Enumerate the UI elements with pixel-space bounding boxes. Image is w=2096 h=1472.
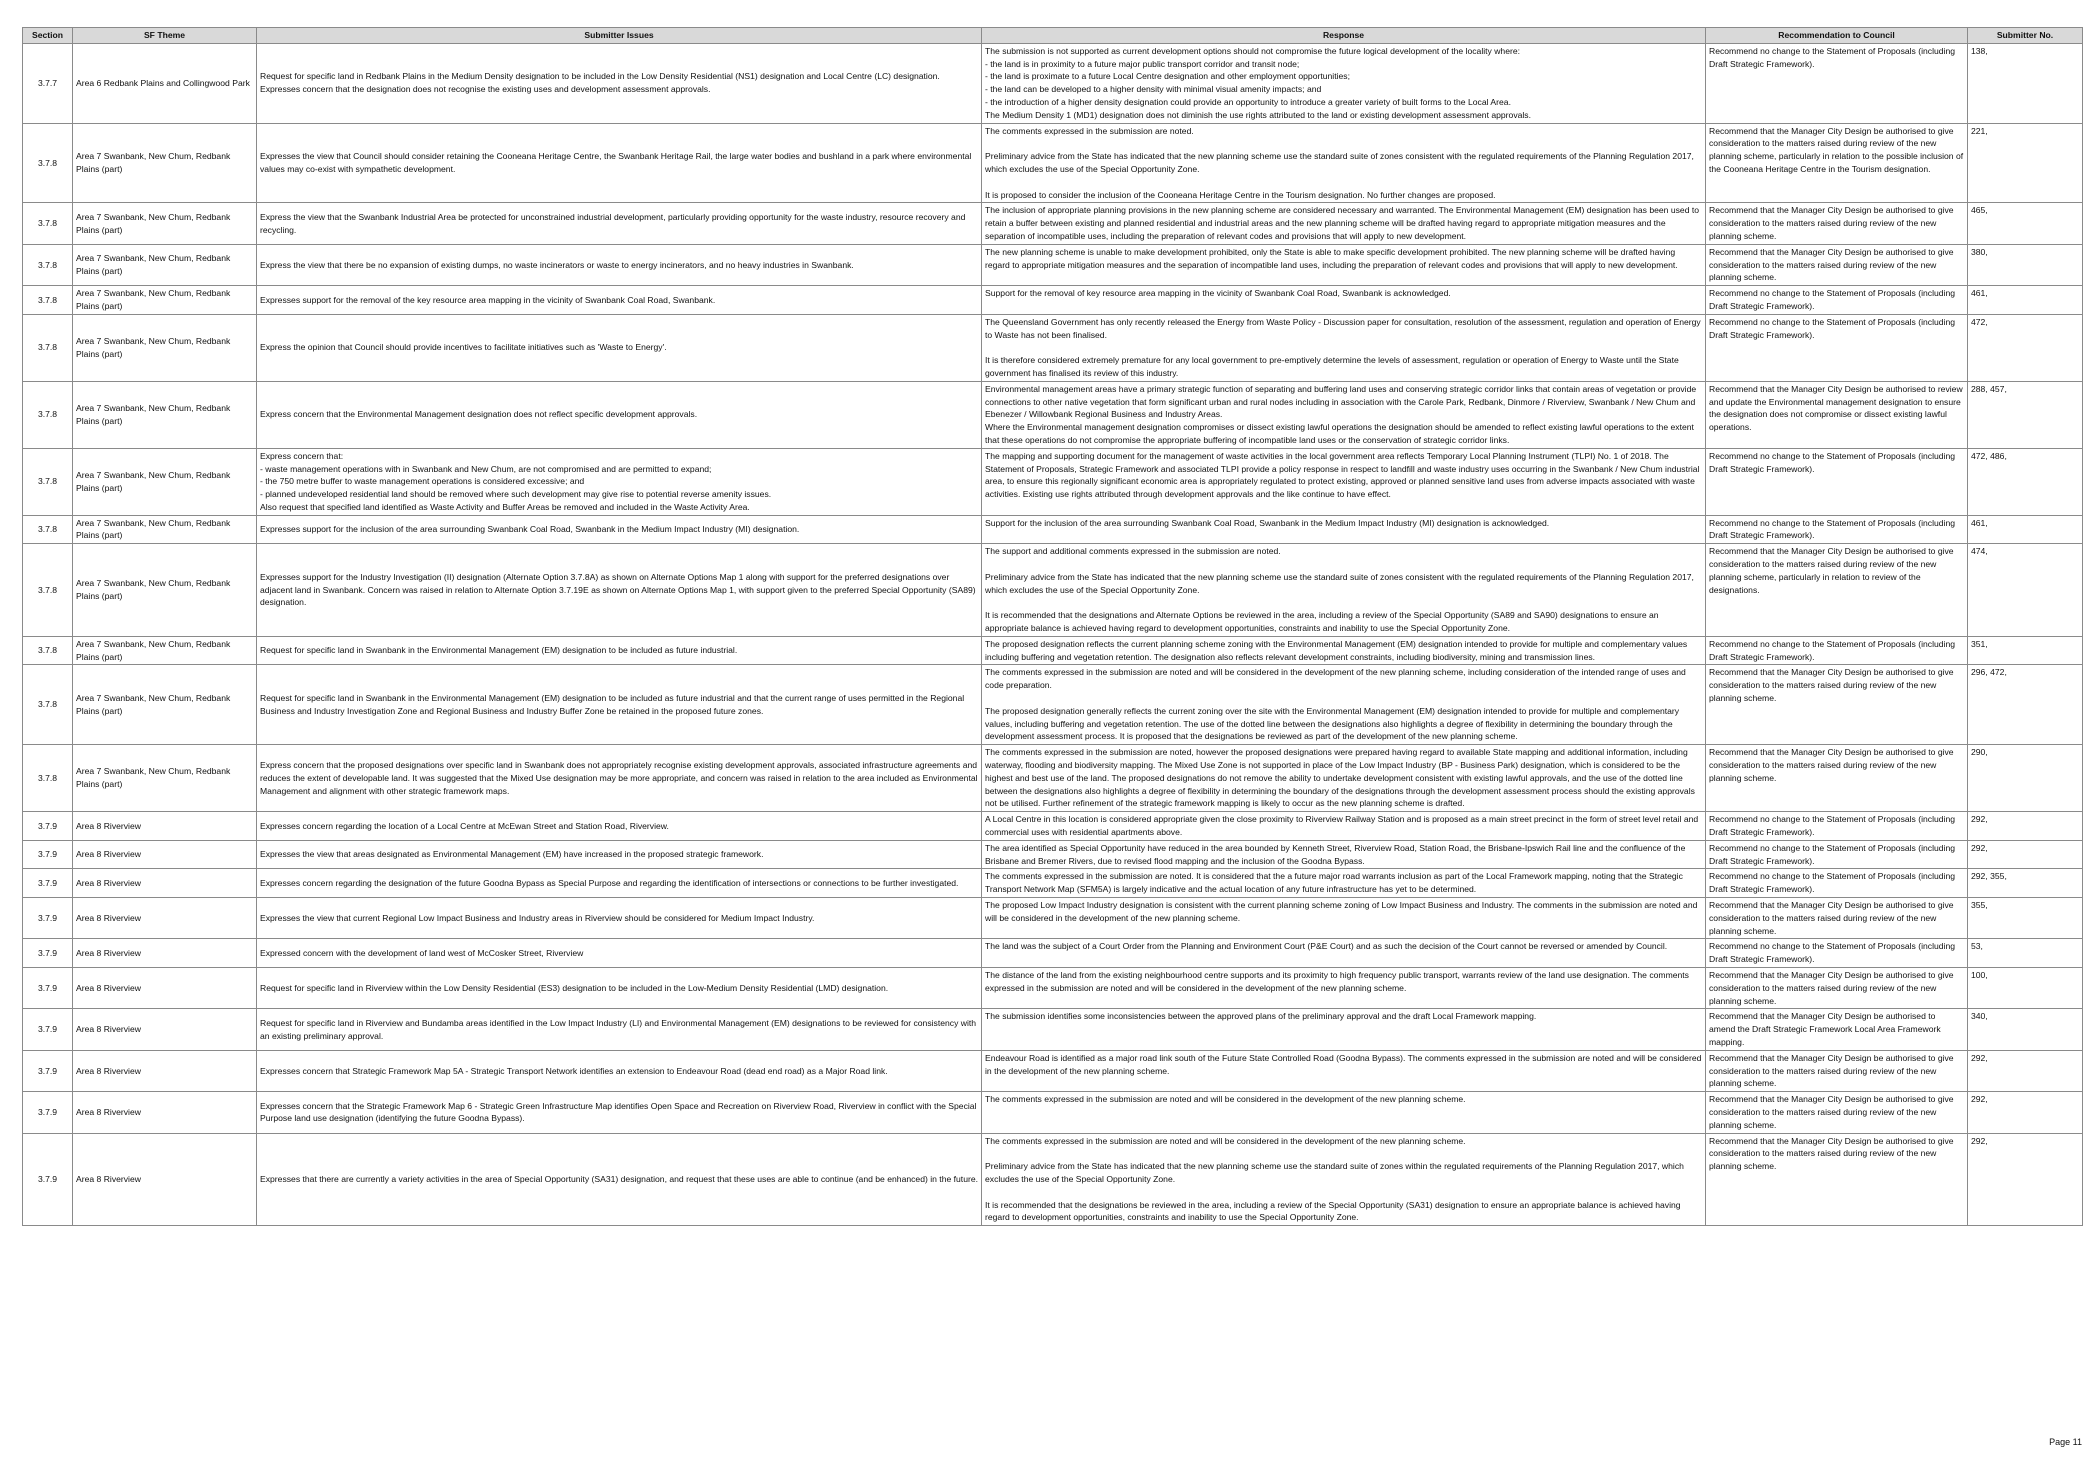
issues-paragraph: Expresses the view that current Regional Low Impact Business and Industry areas in Riverview should be considered for Medium Impact Industry. xyxy=(260,912,815,923)
issues-paragraph: Expresses the view that areas designated as Environmental Management (EM) have increased in the proposed strategic framework. xyxy=(260,849,764,860)
issues-paragraph: - waste management operations with in Swanbank and New Chum, are not compromised and are permitted to expand; xyxy=(260,463,712,474)
response-paragraph: The Queensland Government has only recently released the Energy from Waste Policy - Discussion paper for consultation, resolution of the assessment, regulation and operation of Energy to Waste has not been finalised. xyxy=(985,316,1701,340)
issues-cell xyxy=(257,869,982,898)
submitter-cell: 288, 457, xyxy=(1968,381,2083,448)
submissions-table-sheet xyxy=(22,27,2082,1226)
recommendation-cell: Recommend no change to the Statement of Proposals (including Draft Strategic Framework). xyxy=(1706,448,1968,515)
submitter-cell: 461, xyxy=(1968,286,2083,315)
recommendation-cell: Recommend that the Manager City Design be authorised to give consideration to the matters raised during review of the new planning scheme. xyxy=(1706,244,1968,285)
response-cell xyxy=(982,1050,1706,1091)
submitter-cell: 292, xyxy=(1968,812,2083,841)
issues-paragraph: Expressed concern with the development of land west of McCosker Street, Riverview xyxy=(260,947,584,958)
response-cell xyxy=(982,244,1706,285)
table-row xyxy=(23,381,2083,448)
response-cell xyxy=(982,745,1706,812)
section-cell: 3.7.8 xyxy=(23,381,73,448)
theme-cell: Area 8 Riverview xyxy=(73,869,257,898)
response-paragraph: It is proposed to consider the inclusion of the Cooneana Heritage Centre in the Tourism designation. No further changes are proposed. xyxy=(985,189,1496,200)
issues-cell xyxy=(257,1009,982,1050)
theme-cell: Area 7 Swanbank, New Chum, Redbank Plains (part) xyxy=(73,515,257,544)
theme-cell: Area 8 Riverview xyxy=(73,898,257,939)
submitter-cell: 290, xyxy=(1968,745,2083,812)
header-theme: SF Theme xyxy=(73,28,257,44)
response-paragraph: Support for the removal of key resource area mapping in the vicinity of Swanbank Coal Road, Swanbank is acknowledged. xyxy=(985,288,1451,299)
table-row xyxy=(23,515,2083,544)
table-row xyxy=(23,898,2083,939)
response-paragraph: Where the Environmental management designation compromises or dissect existing lawful operations the designation should be amended to reflect existing lawful operations to the extent that these operations do not compromise the appropriate buffering of incompatible land uses or the conservation of strategic corridor links. xyxy=(985,422,1694,445)
recommendation-cell: Recommend that the Manager City Design be authorised to give consideration to the matters raised during review of the new planning scheme, particularly in relation to review of the designations. xyxy=(1706,544,1968,637)
response-paragraph: The submission is not supported as current development options should not compromise the future logical development of the locality where: xyxy=(985,45,1521,56)
response-paragraph: The support and additional comments expressed in the submission are noted. xyxy=(985,546,1281,557)
response-cell xyxy=(982,898,1706,939)
recommendation-cell: Recommend no change to the Statement of Proposals (including Draft Strategic Framework). xyxy=(1706,314,1968,381)
issues-cell xyxy=(257,898,982,939)
response-cell xyxy=(982,544,1706,637)
submitter-cell: 221, xyxy=(1968,123,2083,203)
submitter-cell: 472, xyxy=(1968,314,2083,381)
response-cell xyxy=(982,1133,1706,1226)
issues-paragraph: - planned undeveloped residential land should be removed where such development may give rise to potential reverse amenity issues. xyxy=(260,489,772,500)
issues-paragraph: Express concern that the Environmental Management designation does not reflect specific development approvals. xyxy=(260,409,698,420)
response-paragraph: - the land is proximate to a future Local Centre designation and other employment opportunities; xyxy=(985,71,1350,82)
section-cell: 3.7.9 xyxy=(23,1092,73,1133)
response-cell xyxy=(982,967,1706,1008)
theme-cell: Area 8 Riverview xyxy=(73,1133,257,1226)
submitter-cell: 380, xyxy=(1968,244,2083,285)
recommendation-cell: Recommend that the Manager City Design be authorised to give consideration to the matters raised during review of the new planning scheme. xyxy=(1706,967,1968,1008)
table-row xyxy=(23,43,2083,123)
theme-cell: Area 7 Swanbank, New Chum, Redbank Plains (part) xyxy=(73,544,257,637)
table-row xyxy=(23,203,2083,244)
issues-cell xyxy=(257,515,982,544)
table-body xyxy=(23,43,2083,1225)
header-issues: Submitter Issues xyxy=(257,28,982,44)
issues-cell xyxy=(257,381,982,448)
table-row xyxy=(23,967,2083,1008)
issues-paragraph: Expresses concern that the Strategic Framework Map 6 - Strategic Green Infrastructure Map identifies Open Space and Recreation on Riverview Road, Riverview in conflict with the Special Purpose land use designation (identifying the future Goodna Bypass). xyxy=(260,1100,977,1124)
table-row xyxy=(23,745,2083,812)
issues-cell xyxy=(257,203,982,244)
recommendation-cell: Recommend that the Manager City Design be authorised to review and update the Environmental management designation to ensure the designation does not compromise or dissect existing lawful operations. xyxy=(1706,381,1968,448)
response-paragraph: The comments expressed in the submission are noted. It is considered that the a future major road warrants inclusion as part of the Local Framework mapping, noting that the Strategic Transport Network Map (SFM5A) is largely indicative and the actual location of any future infrastructure has yet to be determined. xyxy=(985,871,1683,895)
theme-cell: Area 7 Swanbank, New Chum, Redbank Plains (part) xyxy=(73,636,257,665)
theme-cell: Area 7 Swanbank, New Chum, Redbank Plains (part) xyxy=(73,286,257,315)
issues-cell xyxy=(257,244,982,285)
theme-cell: Area 8 Riverview xyxy=(73,967,257,1008)
section-cell: 3.7.9 xyxy=(23,840,73,869)
issues-paragraph: Request for specific land in Swanbank in the Environmental Management (EM) designation to be included as future industrial. xyxy=(260,645,738,656)
issues-paragraph: Express the opinion that Council should provide incentives to facilitate initiatives such as 'Waste to Energy'. xyxy=(260,342,667,353)
response-paragraph: The land was the subject of a Court Order from the Planning and Environment Court (P&E Court) and as such the decision of the Court cannot be reversed or amended by Council. xyxy=(985,941,1668,952)
table-row xyxy=(23,665,2083,745)
submitter-cell: 351, xyxy=(1968,636,2083,665)
response-paragraph: The proposed designation generally reflects the current zoning over the site with the Environmental Management (EM) designation intended to provide for multiple and complementary values, including buffering and vegetation retention. The use of the dotted line between the designations also highlights a degree of flexibility in determining the boundary through the development assessment process. It is proposed that the designations be reviewed as part of the development of the new planning scheme. xyxy=(985,705,1680,742)
theme-cell: Area 6 Redbank Plains and Collingwood Park xyxy=(73,43,257,123)
section-cell: 3.7.8 xyxy=(23,203,73,244)
table-row xyxy=(23,244,2083,285)
issues-paragraph: Expresses support for the removal of the key resource area mapping in the vicinity of Swanbank Coal Road, Swanbank. xyxy=(260,294,716,305)
theme-cell: Area 7 Swanbank, New Chum, Redbank Plains (part) xyxy=(73,381,257,448)
issues-cell xyxy=(257,123,982,203)
issues-paragraph: Expresses concern that Strategic Framework Map 5A - Strategic Transport Network identifies an extension to Endeavour Road (dead end road) as a Major Road link. xyxy=(260,1065,888,1076)
theme-cell: Area 7 Swanbank, New Chum, Redbank Plains (part) xyxy=(73,314,257,381)
response-cell xyxy=(982,840,1706,869)
recommendation-cell: Recommend that the Manager City Design be authorised to give consideration to the matters raised during review of the new planning scheme. xyxy=(1706,1133,1968,1226)
submitter-cell: 53, xyxy=(1968,939,2083,968)
section-cell: 3.7.8 xyxy=(23,636,73,665)
response-paragraph: It is recommended that the designations and Alternate Options be reviewed in the area, including a review of the Special Opportunity (SA89 and SA90) designations to ensure an appropriate balance is achieved having regard to development opportunities, constraints and inability to use the Special Opportunity Zone. xyxy=(985,610,1659,634)
response-cell xyxy=(982,515,1706,544)
response-cell xyxy=(982,939,1706,968)
theme-cell: Area 7 Swanbank, New Chum, Redbank Plains (part) xyxy=(73,448,257,515)
issues-cell xyxy=(257,665,982,745)
paragraph-gap xyxy=(985,1147,1702,1160)
section-cell: 3.7.8 xyxy=(23,244,73,285)
recommendation-cell: Recommend that the Manager City Design be authorised to give consideration to the matters raised during review of the new planning scheme. xyxy=(1706,898,1968,939)
issues-cell xyxy=(257,286,982,315)
theme-cell: Area 7 Swanbank, New Chum, Redbank Plains (part) xyxy=(73,203,257,244)
issues-cell xyxy=(257,1092,982,1133)
issues-paragraph: Also request that specified land identified as Waste Activity and Buffer Areas be removed and included in the Waste Activity Area. xyxy=(260,501,750,512)
submitter-cell: 292, xyxy=(1968,1133,2083,1226)
page-number: Page 11 xyxy=(2049,1437,2082,1447)
section-cell: 3.7.9 xyxy=(23,1009,73,1050)
submitter-cell: 296, 472, xyxy=(1968,665,2083,745)
response-cell xyxy=(982,448,1706,515)
issues-cell xyxy=(257,1133,982,1226)
section-cell: 3.7.9 xyxy=(23,869,73,898)
response-paragraph: The distance of the land from the existing neighbourhood centre supports and its proximity to high frequency public transport, warrants review of the land use designation. The comments expressed in the submission are noted and will be considered in the development of the new planning scheme. xyxy=(985,969,1689,993)
response-paragraph: - the introduction of a higher density designation could provide an opportunity to introduce a greater variety of built forms to the Local Area. xyxy=(985,96,1511,107)
table-row xyxy=(23,123,2083,203)
issues-paragraph: Request for specific land in Riverview and Bundamba areas identified in the Low Impact Industry (LI) and Environmental Management (EM) designations to be reviewed for consistency with an existing preliminary approval. xyxy=(260,1017,977,1041)
response-cell xyxy=(982,286,1706,315)
table-row xyxy=(23,1009,2083,1050)
response-paragraph: The comments expressed in the submission are noted and will be considered in the development of the new planning scheme. xyxy=(985,1135,1466,1146)
theme-cell: Area 7 Swanbank, New Chum, Redbank Plains (part) xyxy=(73,123,257,203)
submitter-cell: 340, xyxy=(1968,1009,2083,1050)
table-row xyxy=(23,286,2083,315)
response-paragraph: The area identified as Special Opportunity have reduced in the area bounded by Kenneth Street, Riverview Road, Station Road, the Brisbane-Ipswich Rail line and the confluence of the Brisbane and Bremer Rivers, due to revised flood mapping and the inclusion of the Goodna Bypass. xyxy=(985,842,1686,866)
issues-cell xyxy=(257,544,982,637)
paragraph-gap xyxy=(985,558,1702,571)
recommendation-cell: Recommend no change to the Statement of Proposals (including Draft Strategic Framework). xyxy=(1706,869,1968,898)
response-paragraph: The proposed designation reflects the current planning scheme zoning with the Environmental Management (EM) designation intended to provide for multiple and complementary values including buffering and vegetation retention. The designation also reflects relevant development constraints, including biodiversity, mining and transmission lines. xyxy=(985,638,1688,662)
recommendation-cell: Recommend no change to the Statement of Proposals (including Draft Strategic Framework). xyxy=(1706,636,1968,665)
recommendation-cell: Recommend that the Manager City Design be authorised to give consideration to the matters raised during review of the new planning scheme, particularly in relation to the possible inclusion of the Cooneana Heritage Centre in the Tourism designation. xyxy=(1706,123,1968,203)
submitter-cell: 292, xyxy=(1968,840,2083,869)
issues-paragraph: Expresses support for the inclusion of the area surrounding Swanbank Coal Road, Swanbank in the Medium Impact Industry (MI) designation. xyxy=(260,524,800,535)
table-row xyxy=(23,448,2083,515)
table-row xyxy=(23,636,2083,665)
issues-paragraph: Expresses concern regarding the designation of the future Goodna Bypass as Special Purpose and regarding the identification of intersections or connections to be further investigated. xyxy=(260,877,959,888)
table-row xyxy=(23,1092,2083,1133)
section-cell: 3.7.9 xyxy=(23,967,73,1008)
theme-cell: Area 8 Riverview xyxy=(73,1009,257,1050)
section-cell: 3.7.8 xyxy=(23,665,73,745)
recommendation-cell: Recommend that the Manager City Design be authorised to give consideration to the matters raised during review of the new planning scheme. xyxy=(1706,203,1968,244)
response-paragraph: The submission identifies some inconsistencies between the approved plans of the preliminary approval and the draft Local Framework mapping. xyxy=(985,1011,1537,1022)
recommendation-cell: Recommend no change to the Statement of Proposals (including Draft Strategic Framework). xyxy=(1706,515,1968,544)
table-row xyxy=(23,840,2083,869)
issues-cell xyxy=(257,314,982,381)
header-recommendation: Recommendation to Council xyxy=(1706,28,1968,44)
section-cell: 3.7.8 xyxy=(23,745,73,812)
table-header-row xyxy=(23,28,2083,44)
section-cell: 3.7.8 xyxy=(23,286,73,315)
response-paragraph: Support for the inclusion of the area surrounding Swanbank Coal Road, Swanbank in the Medium Impact Industry (MI) designation is acknowledged. xyxy=(985,517,1550,528)
recommendation-cell: Recommend that the Manager City Design be authorised to give consideration to the matters raised during review of the new planning scheme. xyxy=(1706,1092,1968,1133)
table-row xyxy=(23,314,2083,381)
response-paragraph: - the land can be developed to a higher density with minimal visual amenity impacts; and xyxy=(985,84,1322,95)
issues-paragraph: Expresses concern regarding the location of a Local Centre at McEwan Street and Station Road, Riverview. xyxy=(260,820,669,831)
section-cell: 3.7.9 xyxy=(23,898,73,939)
recommendation-cell: Recommend no change to the Statement of Proposals (including Draft Strategic Framework). xyxy=(1706,812,1968,841)
theme-cell: Area 8 Riverview xyxy=(73,1092,257,1133)
theme-cell: Area 8 Riverview xyxy=(73,812,257,841)
issues-cell xyxy=(257,43,982,123)
response-paragraph: It is recommended that the designations be reviewed in the area, including a review of the Special Opportunity (SA31) designation to ensure an appropriate balance is achieved having regard to development opportunities, constraints and inability to use the Special Opportunity Zone. xyxy=(985,1199,1681,1223)
submitter-cell: 461, xyxy=(1968,515,2083,544)
response-cell xyxy=(982,1092,1706,1133)
response-cell xyxy=(982,812,1706,841)
paragraph-gap xyxy=(985,1186,1702,1199)
section-cell: 3.7.9 xyxy=(23,1050,73,1091)
theme-cell: Area 7 Swanbank, New Chum, Redbank Plains (part) xyxy=(73,665,257,745)
issues-paragraph: Request for specific land in Riverview within the Low Density Residential (ES3) designation to be included in the Low-Medium Density Residential (LMD) designation. xyxy=(260,982,889,993)
submitter-cell: 138, xyxy=(1968,43,2083,123)
paragraph-gap xyxy=(985,596,1702,609)
recommendation-cell: Recommend that the Manager City Design be authorised to give consideration to the matters raised during review of the new planning scheme. xyxy=(1706,1050,1968,1091)
response-paragraph: Preliminary advice from the State has indicated that the new planning scheme use the standard suite of zones consistent with the regulated requirements of the Planning Regulation 2017, which excludes the use of the Special Opportunity Zone. xyxy=(985,571,1694,595)
recommendation-cell: Recommend no change to the Statement of Proposals (including Draft Strategic Framework). xyxy=(1706,43,1968,123)
response-cell xyxy=(982,665,1706,745)
section-cell: 3.7.8 xyxy=(23,314,73,381)
response-paragraph: The comments expressed in the submission are noted and will be considered in the development of the new planning scheme. xyxy=(985,1094,1466,1105)
section-cell: 3.7.9 xyxy=(23,1133,73,1226)
recommendation-cell: Recommend that the Manager City Design be authorised to amend the Draft Strategic Framework Local Area Framework mapping. xyxy=(1706,1009,1968,1050)
response-paragraph: The comments expressed in the submission are noted, however the proposed designations were prepared having regard to available State mapping and additional information, including waterway, flooding and biodiversity mapping. The Mixed Use Zone is not supported in place of the Low Impact Industry (BP - Business Park) designation, which is considered to be the highest and best use of the land. The proposed designations do not remove the ability to undertake development consistent with existing lawful approvals, and the use of the dotted line between the designations also highlights a degree of flexibility in determining the boundary of the designations through the development assessment process should the existing approvals not be utilised. Further refinement of the strategic framework mapping is likely to occur as the new planning scheme is drafted. xyxy=(985,747,1695,809)
paragraph-gap xyxy=(985,176,1702,189)
response-paragraph: The mapping and supporting document for the management of waste activities in the local government area reflects Temporary Local Planning Instrument (TLPI) No. 1 of 2018. The Statement of Proposals, Strategic Framework and associated TLPI provide a policy response in respect to landfill and waste industry uses occurring in the Swanbank / New Chum industrial area, to ensure this regionally significant economic area is appropriately regulated to protect existing, approved or planned sensitive land uses from adverse impacts associated with waste activities. Existing use rights attributed through development approvals and the like continue to have effect. xyxy=(985,450,1700,500)
response-paragraph: The comments expressed in the submission are noted and will be considered in the development of the new planning scheme, including consideration of the intended range of uses and code preparation. xyxy=(985,667,1686,691)
issues-cell xyxy=(257,448,982,515)
response-cell xyxy=(982,314,1706,381)
submissions-table xyxy=(22,27,2083,1226)
submitter-cell: 355, xyxy=(1968,898,2083,939)
table-row xyxy=(23,1133,2083,1226)
section-cell: 3.7.8 xyxy=(23,123,73,203)
recommendation-cell: Recommend no change to the Statement of Proposals (including Draft Strategic Framework). xyxy=(1706,939,1968,968)
issues-paragraph: Expresses support for the Industry Investigation (II) designation (Alternate Option 3.7.8A) as shown on Alternate Options Map 1 along with support for the preferred designations over adjacent land in Swanbank. Concern was raised in relation to Alternate Option 3.7.19E as shown on Alternate Options Map 1, with support given to the preferred Special Opportunity (SA89) designation. xyxy=(260,571,976,608)
issues-cell xyxy=(257,967,982,1008)
issues-paragraph: Express concern that the proposed designations over specific land in Swanbank does not appropriately recognise existing development approvals, associated infrastructure agreements and reduces the extent of developable land. It was suggested that the Mixed Use designation may be more appropriate, and concern was raised in relation to the area included as Environmental Management and alignment with other strategic framework maps. xyxy=(260,760,978,796)
response-paragraph: It is therefore considered extremely premature for any local government to pre-emptively determine the levels of assessment, regulation or operation of Energy to Waste until the State government has finalised its review of this industry. xyxy=(985,355,1679,378)
response-cell xyxy=(982,43,1706,123)
table-row xyxy=(23,544,2083,637)
header-submitter: Submitter No. xyxy=(1968,28,2083,44)
issues-cell xyxy=(257,636,982,665)
section-cell: 3.7.8 xyxy=(23,515,73,544)
section-cell: 3.7.7 xyxy=(23,43,73,123)
response-paragraph: Endeavour Road is identified as a major road link south of the Future State Controlled Road (Goodna Bypass). The comments expressed in the submission are noted and will be considered in the development of the new planning scheme. xyxy=(985,1052,1702,1076)
header-section: Section xyxy=(23,28,73,44)
table-row xyxy=(23,1050,2083,1091)
submitter-cell: 292, 355, xyxy=(1968,869,2083,898)
recommendation-cell: Recommend no change to the Statement of Proposals (including Draft Strategic Framework). xyxy=(1706,286,1968,315)
recommendation-cell: Recommend that the Manager City Design be authorised to give consideration to the matters raised during review of the new planning scheme. xyxy=(1706,665,1968,745)
issues-paragraph: Expresses the view that Council should consider retaining the Cooneana Heritage Centre, the Swanbank Heritage Rail, the large water bodies and bushland in a park where environmental values may co-exist with sympathetic development. xyxy=(260,151,972,174)
header-response: Response xyxy=(982,28,1706,44)
table-row xyxy=(23,939,2083,968)
response-paragraph: A Local Centre in this location is considered appropriate given the close proximity to Riverview Railway Station and is proposed as a main street precinct in the form of street level retail and commercial uses with residential apartments above. xyxy=(985,814,1699,838)
issues-paragraph: Request for specific land in Swanbank in the Environmental Management (EM) designation to be included as future industrial and that the current range of uses permitted in the Regional Business and Industry Investigation Zone and Regional Business and Industry Buffer Zone be retained in the proposed future zones. xyxy=(260,693,965,716)
submitter-cell: 474, xyxy=(1968,544,2083,637)
issues-paragraph: Express the view that the Swanbank Industrial Area be protected for unconstrained industrial development, particularly providing opportunity for the waste industry, resource recovery and recycling. xyxy=(260,211,966,235)
response-paragraph: - the land is in proximity to a future major public transport corridor and transit node; xyxy=(985,58,1300,69)
paragraph-gap xyxy=(985,692,1702,705)
response-paragraph: The Medium Density 1 (MD1) designation does not diminish the use rights attributed to the land or existing development assessment approvals. xyxy=(985,109,1531,120)
issues-cell xyxy=(257,939,982,968)
section-cell: 3.7.9 xyxy=(23,939,73,968)
issues-cell xyxy=(257,745,982,812)
theme-cell: Area 7 Swanbank, New Chum, Redbank Plains (part) xyxy=(73,745,257,812)
submitter-cell: 465, xyxy=(1968,203,2083,244)
response-cell xyxy=(982,1009,1706,1050)
recommendation-cell: Recommend no change to the Statement of Proposals (including Draft Strategic Framework). xyxy=(1706,840,1968,869)
theme-cell: Area 8 Riverview xyxy=(73,840,257,869)
issues-paragraph: Express concern that: xyxy=(260,450,344,461)
response-paragraph: The comments expressed in the submission are noted. xyxy=(985,125,1194,136)
response-paragraph: Preliminary advice from the State has indicated that the new planning scheme use the standard suite of zones consistent with the regulated requirements of the Planning Regulation 2017, which excludes the use of the Special Opportunity Zone. xyxy=(985,151,1694,174)
response-cell xyxy=(982,869,1706,898)
paragraph-gap xyxy=(985,137,1702,150)
issues-cell xyxy=(257,840,982,869)
response-cell xyxy=(982,381,1706,448)
submitter-cell: 472, 486, xyxy=(1968,448,2083,515)
response-paragraph: The proposed Low Impact Industry designation is consistent with the current planning scheme zoning of Low Impact Business and Industry. The comments in the submission are noted and will be considered in the development of the new planning scheme. xyxy=(985,900,1698,923)
issues-paragraph: Request for specific land in Redbank Plains in the Medium Density designation to be included in the Low Density Residential (NS1) designation and Local Centre (LC) designation. Expresses concern that the designation does not recognise the existing uses and development assessment approvals. xyxy=(260,71,940,95)
issues-paragraph: Expresses that there are currently a variety activities in the area of Special Opportunity (SA31) designation, and request that these uses are able to continue (and be enhanced) in the future. xyxy=(260,1173,979,1184)
response-paragraph: The inclusion of appropriate planning provisions in the new planning scheme are considered necessary and warranted. The Environmental Management (EM) designation has been used to retain a buffer between existing and planned residential and industrial areas and the new planning scheme will be drafted having regard to appropriate mitigation measures and the separation of incompatible uses, including the preparation of relevant codes and provisions that will apply to new development. xyxy=(985,205,1700,241)
table-row xyxy=(23,812,2083,841)
submitter-cell: 292, xyxy=(1968,1050,2083,1091)
theme-cell: Area 8 Riverview xyxy=(73,1050,257,1091)
response-paragraph: Preliminary advice from the State has indicated that the new planning scheme use the standard suite of zones within the regulated requirements of the Planning Regulation 2017, which excludes the use of the Special Opportunity Zone. xyxy=(985,1161,1684,1184)
submitter-cell: 292, xyxy=(1968,1092,2083,1133)
recommendation-cell: Recommend that the Manager City Design be authorised to give consideration to the matters raised during review of the new planning scheme. xyxy=(1706,745,1968,812)
response-cell xyxy=(982,636,1706,665)
section-cell: 3.7.8 xyxy=(23,448,73,515)
table-row xyxy=(23,869,2083,898)
response-paragraph: The new planning scheme is unable to make development prohibited, only the State is able to make specific development prohibited. The new planning scheme will be drafted having regard to appropriate mitigation measures and the separation of incompatible land uses, including the preparation of relevant codes and provisions that will apply to new development. xyxy=(985,246,1678,270)
response-paragraph: Environmental management areas have a primary strategic function of separating and buffering land uses and conserving strategic corridor links that contain areas of vegetation or provide connections to other native vegetation that form significant urban and rural nodes including in association with the Carole Park, Redbank, Dinmore / Riverview, Swanbank / New Chum and Ebenezer / Willowbank Regional Business and Industry Areas. xyxy=(985,383,1697,420)
issues-paragraph: Express the view that there be no expansion of existing dumps, no waste incinerators or waste to energy incinerators, and no heavy industries in Swanbank. xyxy=(260,259,854,270)
submitter-cell: 100, xyxy=(1968,967,2083,1008)
paragraph-gap xyxy=(985,341,1702,354)
theme-cell: Area 7 Swanbank, New Chum, Redbank Plains (part) xyxy=(73,244,257,285)
section-cell: 3.7.8 xyxy=(23,544,73,637)
issues-cell xyxy=(257,812,982,841)
issues-cell xyxy=(257,1050,982,1091)
section-cell: 3.7.9 xyxy=(23,812,73,841)
response-cell xyxy=(982,203,1706,244)
theme-cell: Area 8 Riverview xyxy=(73,939,257,968)
issues-paragraph: - the 750 metre buffer to waste management operations is considered excessive; and xyxy=(260,476,585,487)
response-cell xyxy=(982,123,1706,203)
